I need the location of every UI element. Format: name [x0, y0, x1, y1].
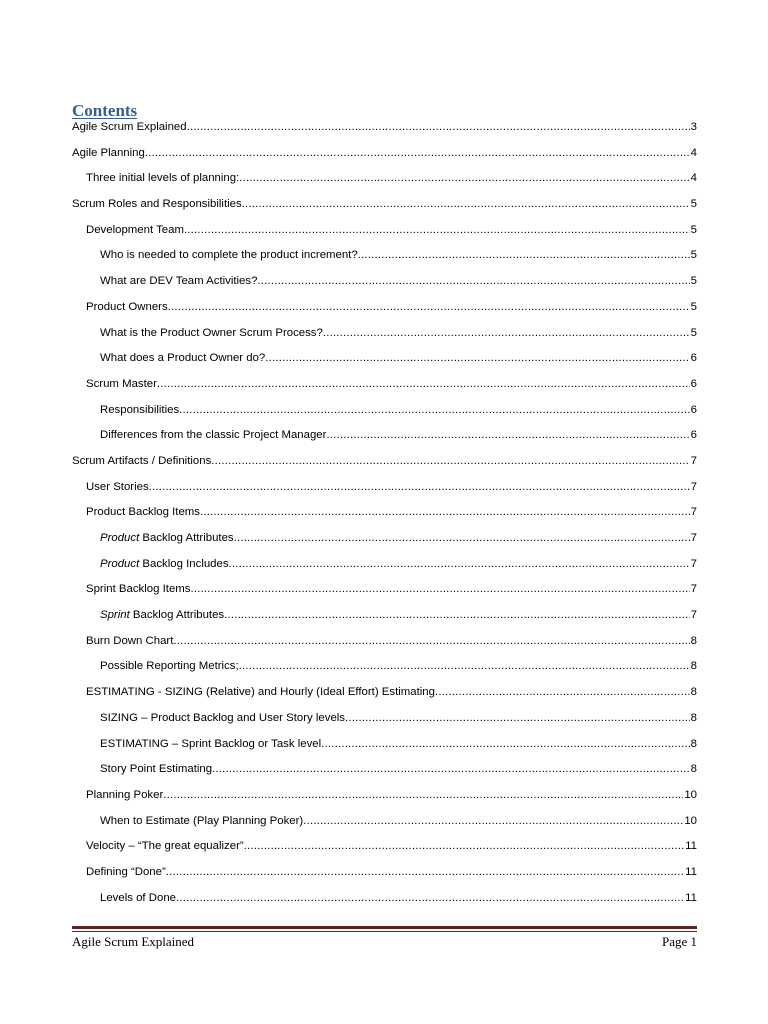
toc-entry[interactable]: [72, 815, 697, 841]
toc-page-number: 5: [690, 249, 697, 262]
toc-dot-leader: [244, 840, 685, 852]
toc-page-number: 8: [690, 711, 697, 724]
toc-entry-title: [86, 481, 149, 493]
footer-rule-thick: [72, 926, 697, 929]
toc-entry-title: [86, 866, 166, 878]
toc-entry-title-part: Scrum Roles and Responsibilities: [72, 198, 242, 211]
toc-entry-title-part: Backlog Attributes: [129, 609, 225, 622]
toc-page-number: 11: [685, 865, 697, 878]
toc-entry-title-part: What are DEV Team Activities?: [100, 275, 258, 288]
toc-dot-leader: [303, 815, 683, 827]
toc-dot-leader: [187, 121, 690, 133]
toc-page-number: 8: [690, 686, 697, 699]
toc-entry-title: [86, 506, 200, 518]
toc-entry[interactable]: [72, 327, 697, 353]
toc-entry-title-part: Development Team: [86, 223, 184, 236]
toc-page-number: 7: [690, 609, 697, 622]
toc-dot-leader: [173, 635, 689, 647]
toc-entry[interactable]: [72, 686, 697, 712]
toc-entry-title-part: Possible Reporting Metrics;: [100, 660, 239, 673]
toc-dot-leader: [358, 249, 690, 261]
toc-dot-leader: [166, 866, 684, 878]
toc-page-number: 4: [690, 146, 697, 159]
toc-dot-leader: [239, 660, 690, 672]
toc-entry[interactable]: [72, 198, 697, 224]
toc-entry-title-part: What does a Product Owner do?: [100, 352, 266, 365]
toc-page-number: 7: [690, 506, 697, 519]
toc-entry-title-part: Sprint: [100, 609, 130, 622]
table-of-contents: [72, 121, 697, 917]
toc-dot-leader: [234, 532, 690, 544]
toc-dot-leader: [145, 147, 690, 159]
toc-page-number: 5: [690, 275, 697, 288]
toc-entry[interactable]: [72, 583, 697, 609]
toc-page-number: 5: [690, 198, 697, 211]
toc-entry-title-part: User Stories: [86, 480, 149, 493]
toc-entry-title: [86, 172, 239, 184]
toc-entry-title-part: ESTIMATING - SIZING (Relative) and Hourly (Ideal Effort) Estimating: [86, 686, 435, 699]
toc-entry-title-part: Burn Down Chart: [86, 634, 174, 647]
toc-entry[interactable]: [72, 558, 697, 584]
toc-entry-title: [86, 224, 184, 236]
toc-entry-title-part: Agile Planning: [72, 146, 145, 159]
toc-entry-title-part: SIZING – Product Backlog and User Story levels: [100, 711, 345, 724]
toc-page-number: 3: [690, 121, 697, 133]
toc-entry[interactable]: [72, 455, 697, 481]
toc-entry-title: [86, 301, 168, 313]
toc-entry-title-part: When to Estimate (Play Planning Poker): [100, 814, 304, 827]
toc-entry[interactable]: [72, 429, 697, 455]
toc-entry-title-part: Differences from the classic Project Manager: [100, 429, 327, 442]
toc-entry[interactable]: [72, 866, 697, 892]
toc-entry-title-part: Responsibilities: [100, 403, 180, 416]
toc-entry[interactable]: [72, 840, 697, 866]
toc-entry[interactable]: [72, 224, 697, 250]
toc-entry[interactable]: [72, 635, 697, 661]
toc-entry[interactable]: [72, 712, 697, 738]
toc-entry-title: [100, 815, 303, 827]
toc-page-number: 6: [690, 403, 697, 416]
toc-entry-title-part: What is the Product Owner Scrum Process?: [100, 326, 323, 339]
toc-entry-title: [100, 429, 326, 441]
toc-entry-title: [100, 660, 239, 672]
toc-entry-title: [100, 558, 229, 570]
toc-dot-leader: [242, 198, 690, 210]
toc-page-number: 4: [690, 172, 697, 185]
toc-entry-title-part: Who is needed to complete the product increment?: [100, 249, 358, 262]
toc-entry-title-part: Velocity – “The great equalizer”: [86, 840, 244, 853]
footer-page-number: Page 1: [661, 934, 697, 949]
toc-entry-title-part: Levels of Done: [100, 891, 176, 904]
toc-entry-title: [72, 455, 211, 467]
toc-page-number: 6: [690, 377, 697, 390]
toc-entry-title-part: Product: [100, 532, 140, 544]
toc-entry-title: [100, 352, 265, 364]
toc-entry-title: [72, 121, 187, 133]
toc-dot-leader: [157, 378, 690, 390]
toc-dot-leader: [149, 481, 690, 493]
toc-entry[interactable]: [72, 147, 697, 173]
toc-page-number: 6: [690, 352, 697, 365]
toc-entry[interactable]: [72, 275, 697, 301]
toc-dot-leader: [239, 172, 689, 184]
toc-page-number: 7: [690, 480, 697, 493]
toc-page-number: 6: [690, 429, 697, 442]
toc-entry[interactable]: [72, 892, 697, 918]
toc-page-number: 7: [690, 532, 697, 544]
toc-page-number: 7: [690, 583, 697, 596]
toc-entry-title-part: Backlog Attributes: [139, 532, 234, 544]
toc-page-number: 7: [690, 454, 697, 467]
toc-entry[interactable]: [72, 763, 697, 789]
toc-page-number: 11: [685, 840, 697, 853]
toc-entry-title-part: Product: [100, 557, 140, 570]
toc-entry-title: [100, 892, 176, 904]
toc-entry[interactable]: [72, 301, 697, 327]
toc-entry-title: [86, 789, 163, 801]
toc-page-number: 5: [690, 326, 697, 339]
toc-dot-leader: [184, 224, 690, 236]
toc-entry-title-part: Planning Poker: [86, 788, 164, 801]
toc-entry[interactable]: [72, 609, 697, 635]
toc-entry[interactable]: [72, 249, 697, 275]
toc-dot-leader: [323, 327, 690, 339]
toc-entry-title-part: Agile Scrum Explained: [72, 121, 187, 133]
toc-entry-title: [100, 404, 179, 416]
toc-entry[interactable]: [72, 789, 697, 815]
toc-entry-title: [100, 327, 323, 339]
toc-entry-title: [100, 763, 212, 775]
toc-dot-leader: [176, 892, 684, 904]
toc-dot-leader: [212, 763, 690, 775]
toc-page-number: 8: [690, 737, 697, 750]
toc-page-number: 5: [690, 223, 697, 236]
toc-entry[interactable]: [72, 378, 697, 404]
toc-entry-title: [86, 840, 244, 852]
toc-entry-title: [86, 378, 157, 390]
toc-entry[interactable]: [72, 121, 697, 147]
toc-dot-leader: [257, 275, 689, 287]
toc-entry[interactable]: [72, 532, 697, 558]
toc-dot-leader: [200, 506, 690, 518]
toc-entry-title-part: Backlog Includes: [139, 557, 229, 570]
toc-entry-title-part: Scrum Artifacts / Definitions: [72, 454, 212, 467]
toc-entry-title-part: Sprint Backlog Items: [86, 583, 191, 596]
toc-dot-leader: [168, 301, 690, 313]
toc-entry[interactable]: [72, 481, 697, 507]
toc-dot-leader: [163, 789, 683, 801]
footer-rule-thin: [72, 931, 697, 932]
toc-entry-title: [86, 583, 190, 595]
toc-entry-title: [100, 532, 234, 544]
toc-page-number: 11: [685, 891, 697, 904]
toc-dot-leader: [179, 404, 690, 416]
toc-entry-title-part: Product Owners: [86, 300, 168, 313]
toc-page-number: 8: [690, 634, 697, 647]
toc-entry-title-part: ESTIMATING – Sprint Backlog or Task level: [100, 737, 322, 750]
toc-entry-title: [72, 198, 242, 210]
toc-dot-leader: [435, 686, 690, 698]
toc-entry-title: [100, 609, 224, 621]
toc-entry-title: [100, 249, 358, 261]
toc-entry[interactable]: [72, 738, 697, 764]
toc-entry-title: [100, 275, 257, 287]
toc-entry-title: [86, 635, 173, 647]
toc-dot-leader: [224, 609, 690, 621]
toc-entry-title: [100, 712, 345, 724]
toc-dot-leader: [345, 712, 690, 724]
toc-entry-title-part: Scrum Master: [86, 377, 157, 390]
toc-page-number: 10: [684, 814, 697, 827]
toc-entry[interactable]: [72, 660, 697, 686]
toc-dot-leader: [190, 583, 689, 595]
toc-page-number: 10: [684, 788, 697, 801]
toc-dot-leader: [321, 738, 690, 750]
toc-page-number: 7: [690, 557, 697, 570]
toc-entry-title-part: Defining “Done”: [86, 865, 166, 878]
toc-entry[interactable]: [72, 352, 697, 378]
toc-dot-leader: [326, 429, 689, 441]
toc-entry-title-part: Product Backlog Items: [86, 506, 200, 519]
toc-entry-title: [72, 147, 145, 159]
contents-heading: Contents: [72, 101, 138, 120]
toc-dot-leader: [211, 455, 689, 467]
toc-entry-title: [86, 686, 435, 698]
toc-entry-title-part: Three initial levels of planning:: [86, 172, 240, 185]
toc-entry[interactable]: [72, 506, 697, 532]
toc-dot-leader: [229, 558, 690, 570]
toc-entry[interactable]: [72, 404, 697, 430]
toc-page-number: 5: [690, 300, 697, 313]
toc-page-number: 8: [690, 660, 697, 673]
toc-entry[interactable]: [72, 172, 697, 198]
toc-entry-title-part: Story Point Estimating: [100, 763, 213, 776]
footer-document-title: Agile Scrum Explained: [72, 934, 195, 949]
toc-dot-leader: [265, 352, 689, 364]
toc-entry-title: [100, 738, 321, 750]
toc-page-number: 8: [690, 763, 697, 776]
